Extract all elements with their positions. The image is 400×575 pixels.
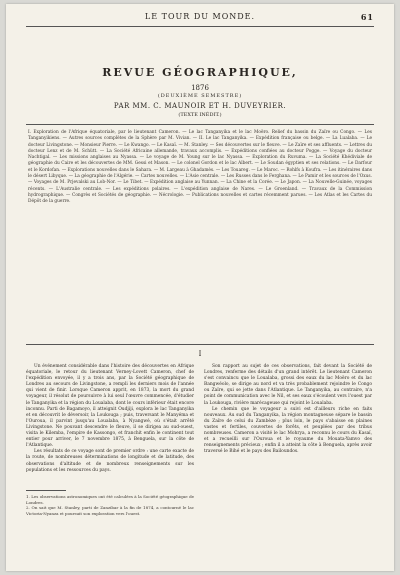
body-paragraph: Le chemin que le voyageur a suivi est d'ailleurs riche en faits nouveaux. Au sud du Tanganyika, la région montagneuse sépare le bassin du Zaïre de celui du Zambèze ; plus loin, le pays s'abaisse en plaines vastes et fertiles, couvertes de forêts, et peuplées par des tribus nombreuses. Cameron a visité le lac Mohrya, a reconnu le cours du Kasaï, et a recueilli sur l'Ouroua et le royaume du Mouata-Yamvo des renseignements précieux ; enfin il a atteint la côte à Benguela, après avoir traversé le Bihé et le pays des Bailoundos.: [204, 406, 372, 455]
document-page: [6, 4, 394, 571]
footnote-rule: [26, 490, 66, 491]
body-paragraph: Les résultats de ce voyage sont de premier ordre : une carte exacte de la route, de nombreuses déterminations de longitude et de latitude, des observations d'altitude et de nombreux renseignements sur les populations et les ressources du pays.: [26, 449, 194, 473]
running-header: [26, 12, 374, 24]
footnotes: [26, 494, 194, 516]
footnote: 2. On sait que M. Stanley, parti de Zanzibar à la fin de 1874, a contourné le lac Victoria-Nyanza et poursuit son exploration vers l'ouest.: [26, 505, 194, 516]
article-authors: PAR MM. C. MAUNOIR ET H. DUVEYRIER.: [113, 102, 287, 110]
header-rule: [26, 26, 374, 27]
section-number: I: [198, 350, 202, 358]
footnote: 1. Les observations astronomiques ont été calculées à la Société géographique de Londres.: [26, 494, 194, 505]
body-column-right: [204, 364, 372, 455]
summary-bottom-rule: [26, 344, 374, 345]
body-column-left: [26, 364, 194, 474]
body-paragraph: Son rapport au sujet de ces observations, fait devant la Société de Londres, renferme des détails d'un grand intérêt. Le lieutenant Cameron s'est convaincu que le Loualaba, grossi des eaux du lac Moëro et du lac Bangwéolo, se dirige au nord et va très probablement rejoindre le Congo ou Zaïre, qui se jette dans l'Atlantique. Le Tanganyika, au contraire, n'a point de communication avec le Nil, et ses eaux s'écoulent vers l'ouest par la Loukouga, rivière marécageuse qui rejoint le Loualaba.: [204, 364, 372, 406]
page-number: 61: [360, 12, 374, 22]
article-title: REVUE GÉOGRAPHIQUE,: [102, 66, 298, 79]
article-summary: I. Exploration de l'Afrique équatoriale, par le lieutenant Cameron. — Le lac Tanganyika et le lac Moëro. Relief du bassin du Zaïre ou Congo. — Les Tanganyikiens. — Autres sources complètes de la Sphère par M. Vivian. — II. Le lac Tanganyika. — Expédition française ou belge. — La Lualaba. — Le docteur Livingstone. — Monsieur Pierre. — Le Kwango. — Le Kasaï. — M. Stanley. — Ses découvertes sur le fleuve. — Le Zaïre et ses affluents. — Lettres du docteur Lenz et de M. Schütt. — La Société Africaine allemande, travaux accomplis. — Expéditions confiées au docteur Pogge. — Voyage du docteur Nachtigal. — Les missions anglaises au Nyassa. — Le voyage de M. Young sur le lac Nyassa. — Exploration du Ruvuma. — La Société Khédiviale de géographie du Caire et les découvertes de MM. Gessi et Mason. — Le colonel Gordon et le lac Albert. — Le Soudan égyptien et ses relations. — Le Darfour et le Kordofan. — Explorations nouvelles dans le Sahara. — M. Largeau à Ghadamès. — Les Touareg. — Le Maroc. — Rohlfs à Koufra. — Les itinéraires dans le désert Libyque. — La géographie de l'Algérie. — Cartes nouvelles. — L'Asie centrale. — Les Russes dans le Ferghana. — Le Pamir et les sources de l'Oxus. — Voyages de M. Prjevalski au Lob-Nor. — Le Tibet. — Expédition anglaise au Yunnan. — La Chine et la Corée. — Le Japon. — La Nouvelle-Guinée, voyages récents. — L'Australie centrale. — Les expéditions polaires. — L'expédition anglaise de Nares. — Le Groenland. — Travaux de la Commission hydrographique. — Congrès et Sociétés de géographie. — Nécrologie. — Publications nouvelles et cartes récemment parues. — Les Atlas et les Cartes du Dépôt de la guerre.: [28, 130, 372, 205]
summary-top-rule: [26, 124, 374, 125]
authors-note: (TEXTE INÉDIT.): [178, 112, 222, 118]
article-subtitle-note: (DEUXIÈME SEMESTRE): [157, 93, 243, 99]
running-title: LE TOUR DU MONDE.: [144, 12, 256, 21]
body-paragraph: Un événement considérable dans l'histoire des découvertes en Afrique équatoriale, le retour du lieutenant Verney-Lovett Cameron, chef de l'expédition envoyée, il y a trois ans, par la Société géographique de Londres au secours de Livingstone, a rempli les derniers mois de l'année qui vient de finir. Lorsque Cameron apprit, en 1873, la mort du grand voyageur, il résolut de poursuivre à lui seul l'œuvre commencée, d'étudier le Tanganyika et la région du Loualaba, dont le cours inférieur était encore inconnu. Parti de Bagamoyo, il atteignit Oudjiji, explora le lac Tanganyika et en découvrit le déversoir, la Loukouga ; puis, traversant le Manyéma et l'Ouroua, il parvint jusqu'au Loualaba, à Nyangwé, où s'était arrêté Livingstone. Ne pouvant descendre le fleuve, il se dirigea au sud-ouest, visita le Kilemba, l'empire de Kassongo, et franchit enfin le continent tout entier pour arriver, le 7 novembre 1875, à Benguela, sur la côte de l'Atlantique.: [26, 364, 194, 449]
article-year: 1876: [191, 84, 209, 92]
